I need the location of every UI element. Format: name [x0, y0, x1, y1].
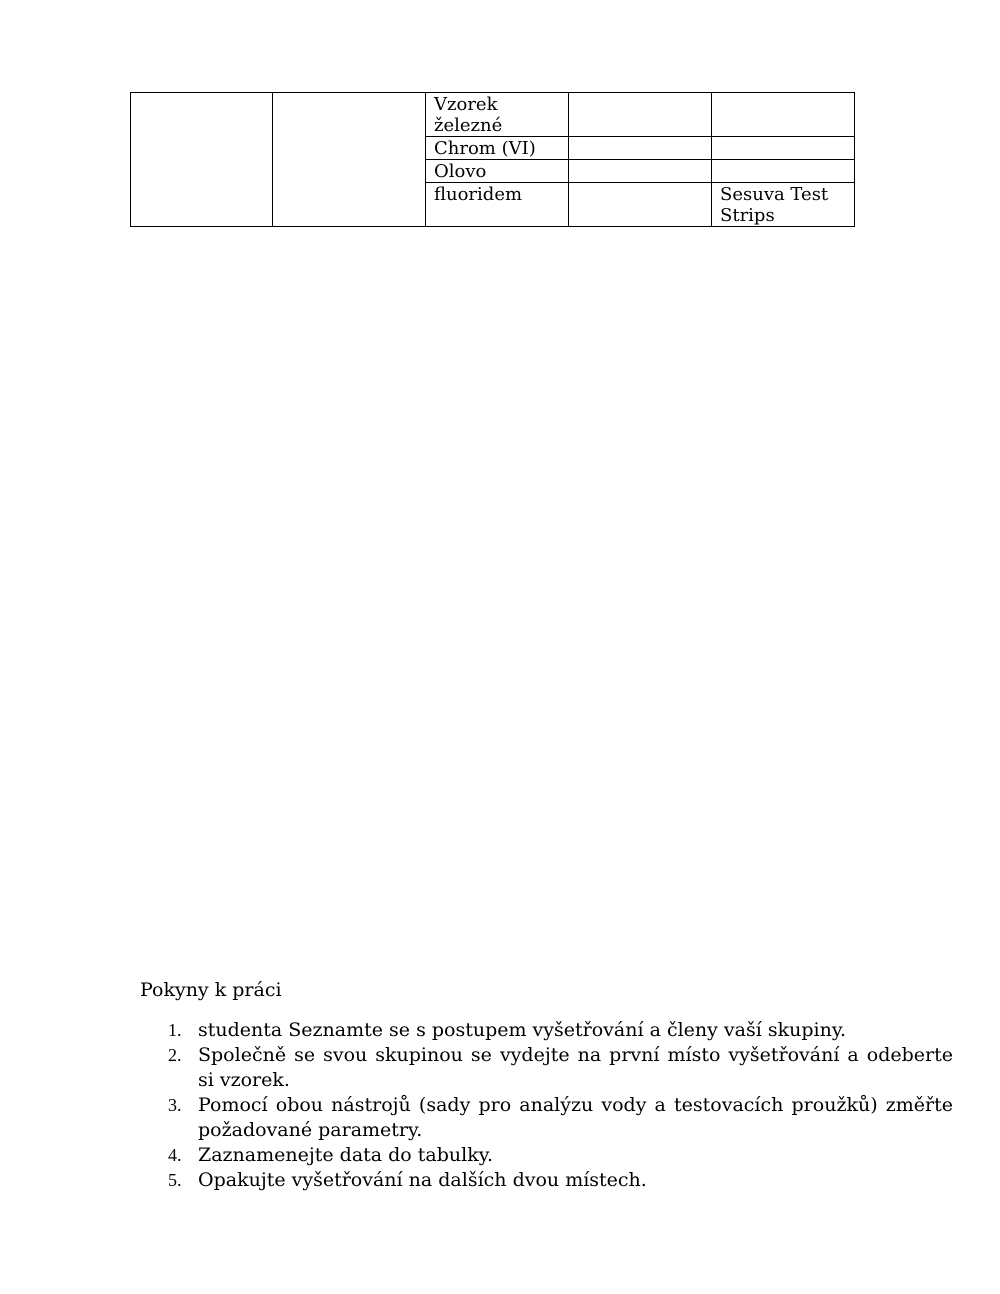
- list-item-number: 1.: [168, 1020, 182, 1040]
- list-item-number: 2.: [168, 1045, 182, 1065]
- list-item-number: 5.: [168, 1170, 182, 1190]
- table-cell: [569, 183, 712, 227]
- instructions-title: Pokyny k práci: [140, 979, 282, 1001]
- table-cell: [273, 93, 426, 227]
- list-item-text: Společně se svou skupinou se vydejte na první místo vyšetřování a odeberte si vzorek.: [198, 1044, 953, 1091]
- data-table: [130, 92, 855, 227]
- list-item: [140, 1143, 953, 1168]
- table-cell: [569, 137, 712, 160]
- table-cell: Sesuva Test Strips: [712, 183, 855, 227]
- list-item-text: Opakujte vyšetřování na dalších dvou místech.: [198, 1169, 647, 1191]
- list-item-text: Zaznamenejte data do tabulky.: [198, 1144, 493, 1166]
- table-cell: [569, 160, 712, 183]
- table-cell: Chrom (VI): [426, 137, 569, 160]
- table-cell: fluoridem: [426, 183, 569, 227]
- table-cell: [712, 160, 855, 183]
- table-cell: [131, 93, 273, 227]
- table-cell: Olovo: [426, 160, 569, 183]
- table-row: [131, 93, 855, 137]
- table-cell: [712, 137, 855, 160]
- table-cell: Vzorek železné: [426, 93, 569, 137]
- list-item: [140, 1093, 953, 1143]
- instructions-list: [140, 1018, 953, 1193]
- list-item-text: studenta Seznamte se s postupem vyšetřování a členy vaší skupiny.: [198, 1019, 847, 1041]
- list-item: [140, 1168, 953, 1193]
- table-cell: [569, 93, 712, 137]
- table-cell: [712, 93, 855, 137]
- list-item: [140, 1018, 953, 1043]
- list-item-text: Pomocí obou nástrojů (sady pro analýzu vody a testovacích proužků) změřte požadované parametry.: [198, 1094, 953, 1141]
- list-item-number: 3.: [168, 1095, 182, 1115]
- list-item-number: 4.: [168, 1145, 182, 1165]
- list-item: [140, 1043, 953, 1093]
